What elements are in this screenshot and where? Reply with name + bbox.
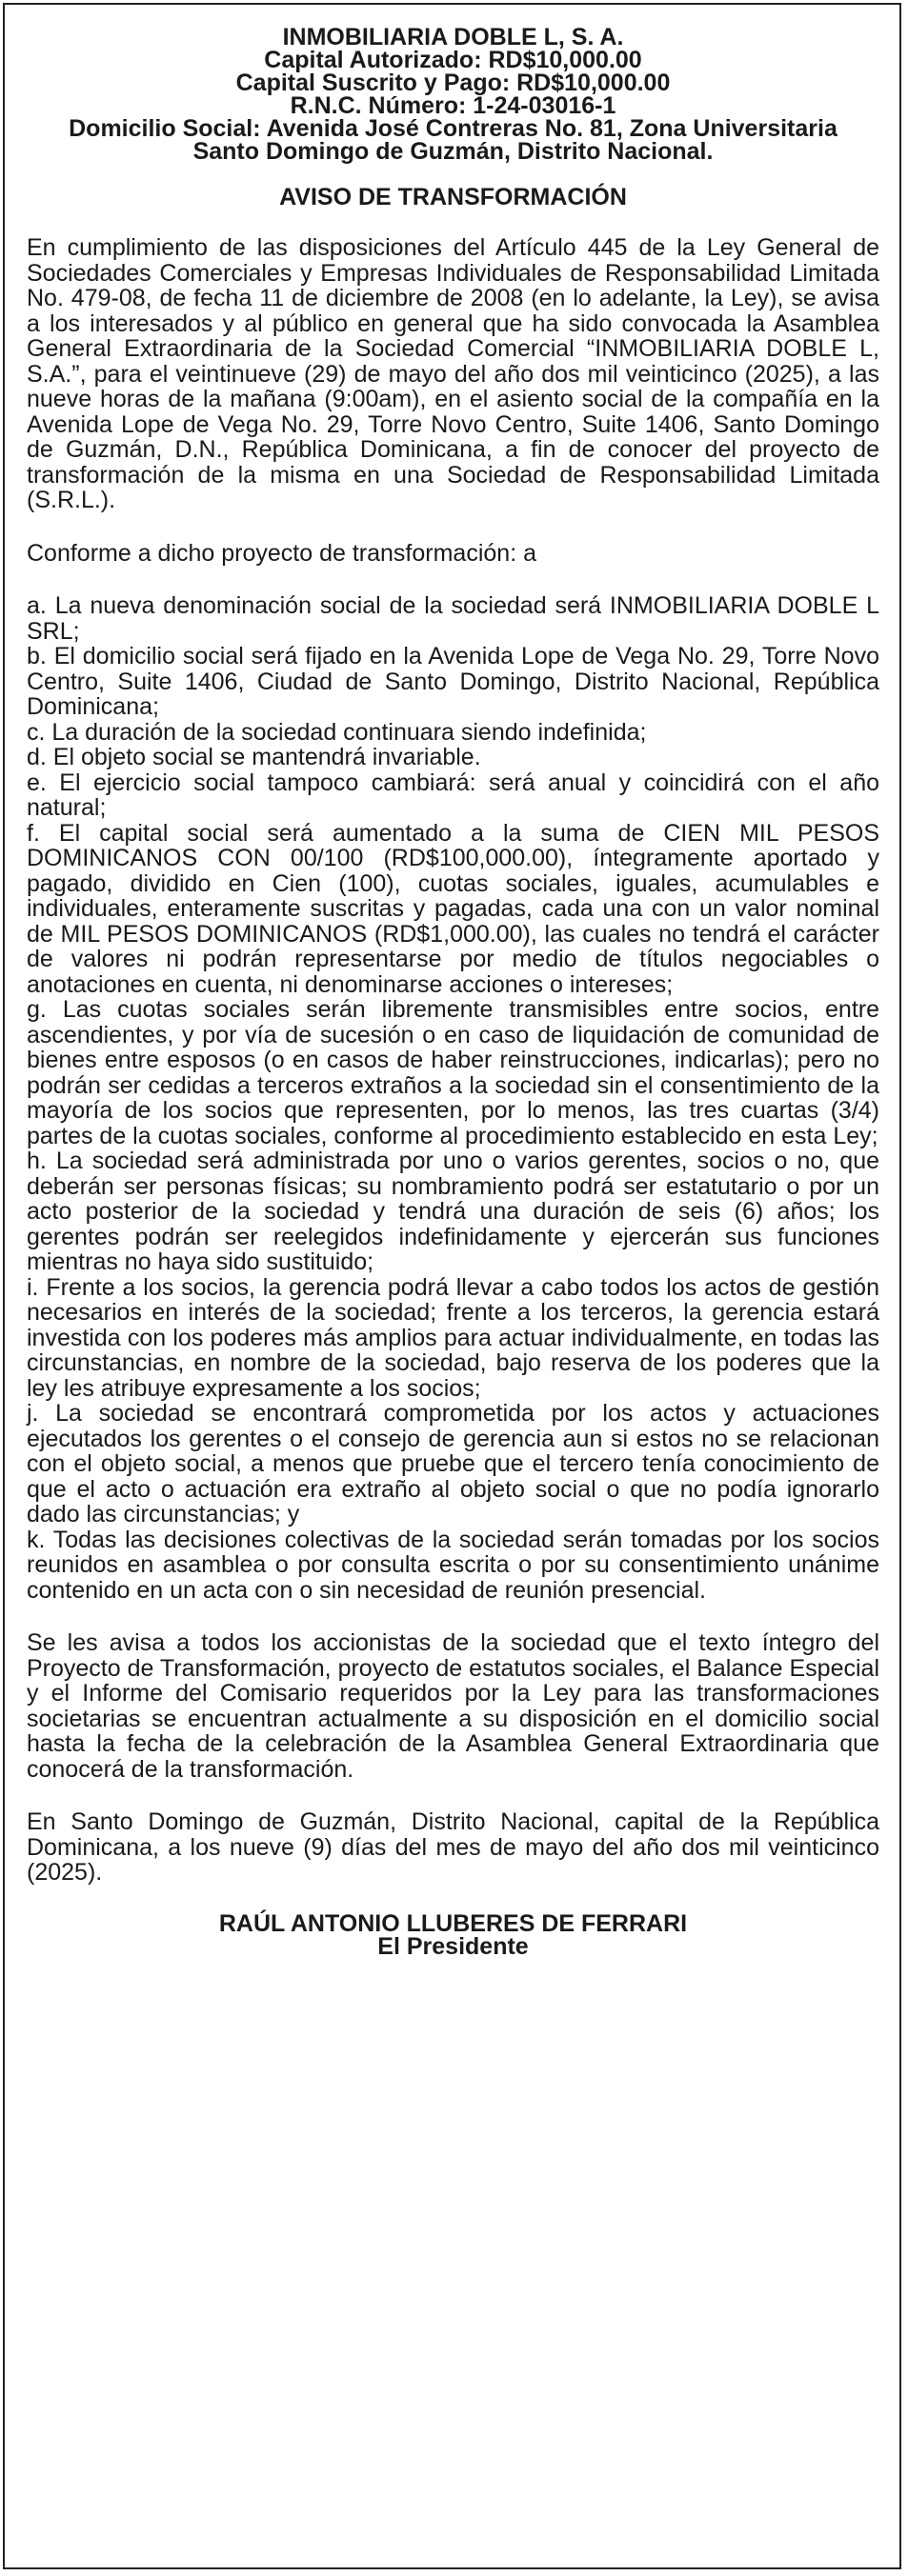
list-item: a. La nueva denominación social de la sociedad será INMOBILIARIA DOBLE L SRL; <box>27 592 879 645</box>
list-item: f. El capital social será aumentado a la suma de CIEN MIL PESOS DOMINICANOS CON 00/100 (RD$100,000.00), íntegramente aportado y pagado, dividido en Cien (100), cuotas sociales, iguales, acumulables e individuales, enteramente suscritas y pagadas, cada una con un valor nominal de MIL PESOS DOMINICANOS (RD$1,000.00), las cuales no tendrá el carácter de valores ni podrán representarse por medio de títulos negociables o anotaciones en cuenta, ni denominarse acciones o intereses; <box>27 819 879 998</box>
list-item: j. La sociedad se encontrará comprometida por los actos y actuaciones ejecutados los gerentes o el consejo de gerencia aun si estos no se relacionan con el objeto social, a menos que pruebe que el tercero tenía conocimiento de que el acto o actuación era extraño al objeto social o que no podía ignorarlo dado las circunstancias; y <box>27 1400 879 1528</box>
authorized-capital: Capital Autorizado: RD$10,000.00 <box>264 47 642 73</box>
signatory-name: RAÚL ANTONIO LLUBERES DE FERRARI <box>218 1909 688 1937</box>
spacer <box>27 1782 879 1809</box>
rnc-number: R.N.C. Número: 1-24-03016-1 <box>290 92 616 119</box>
notice-body <box>27 26 879 1958</box>
spacer <box>27 1603 879 1630</box>
signatory-title: El Presidente <box>377 1932 529 1960</box>
list-item: c. La duración de la sociedad continuara siendo indefinida; <box>27 718 647 746</box>
list-item: h. La sociedad será administrada por uno o varios gerentes, socios o no, que deberán ser personas físicas; su nombramiento podrá ser estatutario o por un acto posterior de la sociedad y tendrá una duración de seis (6) años; los gerentes podrán ser reelegidos indefinidamente y ejercerán sus funciones mientras no haya sido sustituido; <box>27 1148 879 1275</box>
signature-block <box>27 1909 879 1960</box>
spacer <box>27 566 879 593</box>
list-item: d. El objeto social se mantendrá invariable. <box>27 744 481 770</box>
list-item: b. El domicilio social será fijado en la Avenida Lope de Vega No. 29, Torre Novo Centro, Suite 1406, Ciudad de Santo Domingo, Distrito Nacional, República Dominicana; <box>27 643 879 720</box>
intro-paragraph: En cumplimiento de las disposiciones del Artículo 445 de la Ley General de Sociedades Comerciales y Empresas Individuales de Responsabilidad Limitada No. 479-08, de fecha 11 de diciembre de 2008 (en lo adelante, la Ley), se avisa a los interesados y al público en general que ha sido convocada la Asamblea General Extraordinaria de la Sociedad Comercial “INMOBILIARIA DOBLE L, S.A.”, para el veintinueve (29) de mayo del año dos mil veinticinco (2025), a las nueve horas de la mañana (9:00am), en el asiento social de la compañía en la Avenida Lope de Vega No. 29, Torre Novo Centro, Suite 1406, Santo Domingo de Guzmán, D.N., República Dominicana, a fin de conocer del proyecto de transformación de la misma en una Sociedad de Responsabilidad Limitada (S.R.L.). <box>27 234 879 513</box>
conforme-line: Conforme a dicho proyecto de transformación: a <box>27 539 536 567</box>
list-item: g. Las cuotas sociales serán libremente transmisibles entre socios, entre ascendientes, y por vía de sucesión o en caso de liquidación de comunidad de bienes entre esposos (o en casos de haber reinstrucciones, indicarlas); pero no podrán ser cedidas a terceros extraños a la sociedad sin el consentimiento de la mayoría de los socios que representen, por lo menos, las tres cuartas (3/4) partes de la cuotas sociales, conforme al procedimiento establecido en esta Ley; <box>27 996 879 1149</box>
company-name: INMOBILIARIA DOBLE L, S. A. <box>282 24 624 50</box>
list-item: k. Todas las decisiones colectivas de la sociedad serán tomadas por los socios reunidos en asamblea o por consulta escrita o por su consentimiento unánime contenido en un acta con o sin necesidad de reunión presencial. <box>27 1526 879 1604</box>
transformation-items <box>27 593 879 1603</box>
company-header <box>27 26 879 163</box>
city: Santo Domingo de Guzmán, Distrito Nacional. <box>192 138 714 165</box>
spacer <box>27 513 879 541</box>
subscribed-capital: Capital Suscrito y Pago: RD$10,000.00 <box>235 70 671 96</box>
date-place: En Santo Domingo de Guzmán, Distrito Nacional, capital de la República Dominicana, a los nueve (9) días del mes de mayo del año dos mil veinticinco (2025). <box>27 1808 879 1886</box>
shareholder-notice: Se les avisa a todos los accionistas de la sociedad que el texto íntegro del Proyecto de Transformación, proyecto de estatutos sociales, el Balance Especial y el Informe del Comisario requeridos por la Ley para las transformaciones societarias se encuentran actualmente a su disposición en el domicilio social hasta la fecha de la celebración de la Asamblea General Extraordinaria que conocerá de la transformación. <box>27 1629 879 1783</box>
notice-title: AVISO DE TRANSFORMACIÓN <box>279 184 627 210</box>
social-address: Domicilio Social: Avenida José Contreras No. 81, Zona Universitaria <box>69 115 837 142</box>
list-item: e. El ejercicio social tampoco cambiará: será anual y coincidirá con el año natural; <box>27 769 879 821</box>
list-item: i. Frente a los socios, la gerencia podrá llevar a cabo todos los actos de gestión necesarios en interés de la sociedad; frente a los terceros, la gerencia estará investida con los poderes más amplios para actuar individualmente, en todas las circunstancias, en nombre de la sociedad, bajo reserva de los poderes que la ley les atribuye expresamente a los socios; <box>27 1273 879 1402</box>
